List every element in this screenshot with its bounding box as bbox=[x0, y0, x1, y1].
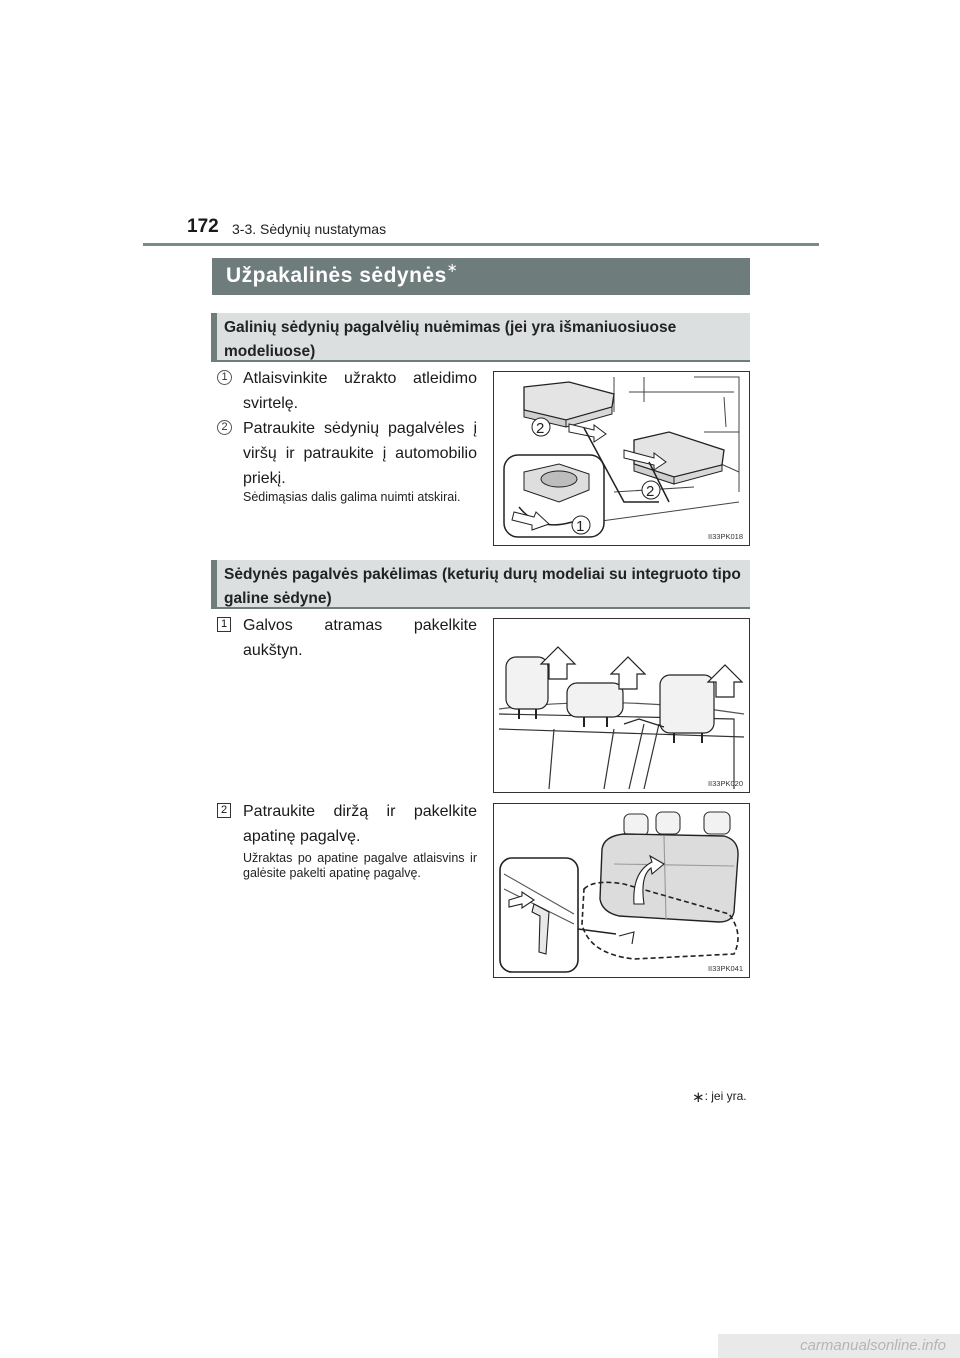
section-path: 3-3. Sėdynių nustatymas bbox=[232, 221, 387, 237]
subsection-heading: Galinių sėdynių pagalvėlių nuėmimas (jei yra išmaniuosiuose modeliuose) bbox=[224, 319, 677, 360]
callout-2: 2 bbox=[536, 420, 545, 437]
headrests-drawing bbox=[494, 619, 749, 792]
step-number-box: 1 bbox=[217, 617, 231, 632]
step-note: Užraktas po apatine pagalve atlaisvins ir galėsite pakelti apatinę pagalvę. bbox=[243, 851, 477, 880]
figure-code: II33PK020 bbox=[707, 779, 743, 788]
cushion-lift-drawing bbox=[494, 804, 749, 977]
footnote bbox=[692, 1088, 747, 1106]
callout-2: 2 bbox=[646, 483, 655, 500]
step-text: Atlaisvinkite užrakto atleidimo svirtelę. bbox=[243, 370, 477, 412]
title-asterisk: ∗ bbox=[446, 260, 459, 275]
step-number-box: 2 bbox=[217, 803, 231, 818]
step-text: Galvos atramas pakelkite aukštyn. bbox=[243, 617, 477, 659]
subsection-heading: Sėdynės pagalvės pakėlimas (keturių durų modeliai su integruoto tipo galine sėdyne) bbox=[224, 566, 741, 607]
watermark-text: carmanualsonline.info bbox=[800, 1337, 946, 1354]
step-number-circle: 2 bbox=[217, 420, 232, 435]
illustration-cushion-lift bbox=[493, 803, 750, 978]
figure-code: II33PK018 bbox=[707, 532, 743, 541]
footnote-text: : jei yra. bbox=[704, 1089, 747, 1103]
illustration-headrests-raised bbox=[493, 618, 750, 793]
step-text: Patraukite diržą ir pakelkite apatinę pagalvę. bbox=[243, 803, 477, 845]
page-title-text: Užpakalinės sėdynės bbox=[226, 264, 447, 287]
footnote-asterisk: ∗ bbox=[692, 1089, 705, 1106]
step-text: Patraukite sėdynių pagalvėles į viršų ir patraukite į automobilio priekį. bbox=[243, 420, 477, 487]
watermark-bar bbox=[718, 1334, 960, 1358]
page-title bbox=[226, 260, 459, 288]
illustration-cushion-removal bbox=[493, 371, 750, 546]
step-number-circle: 1 bbox=[217, 370, 232, 385]
cushion-removal-drawing bbox=[494, 372, 749, 545]
callout-1: 1 bbox=[576, 518, 585, 535]
header-divider bbox=[143, 243, 819, 246]
page-number: 172 bbox=[187, 216, 219, 237]
figure-code: II33PK041 bbox=[707, 964, 743, 973]
step-note: Sėdimąsias dalis galima nuimti atskirai. bbox=[243, 490, 461, 504]
